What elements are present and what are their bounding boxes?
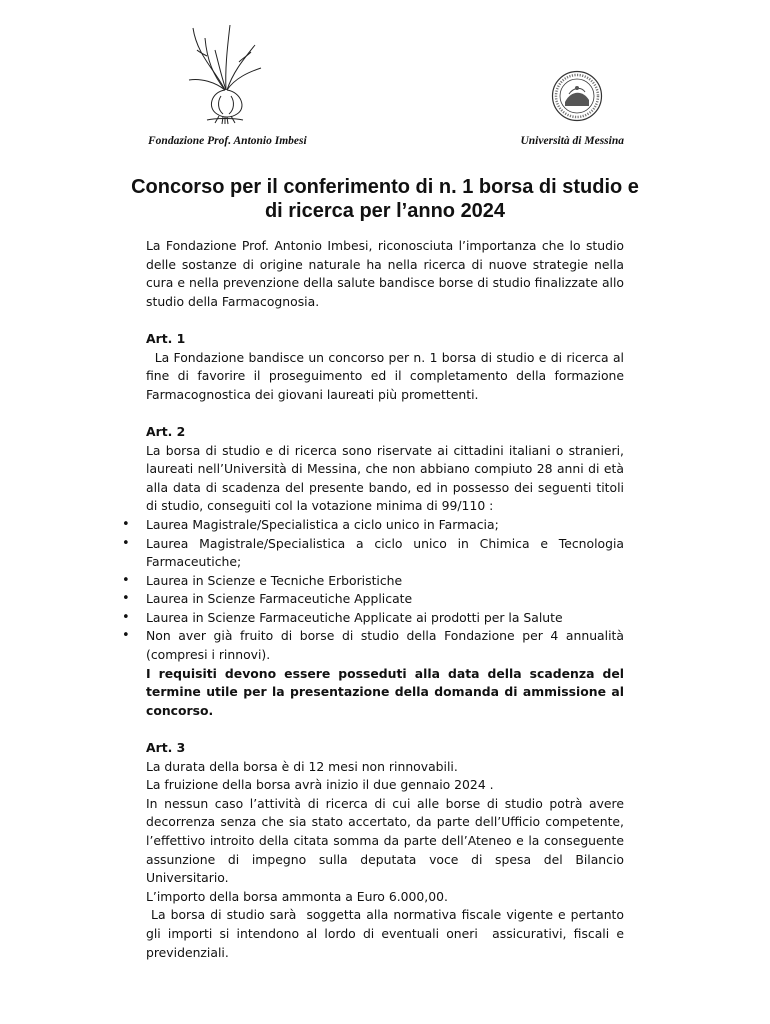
- article-3-heading: Art. 3: [146, 740, 186, 756]
- university-name: Università di Messina: [520, 135, 624, 147]
- requirements-list: [146, 516, 624, 665]
- article-1-text: La Fondazione bandisce un concorso per n. 1 borsa di studio e di ricerca al fine di favorire il proseguimento ed il completamento della formazione Farmacognostica dei giovani laureati più promettenti.: [146, 349, 628, 402]
- article-3-tax: La borsa di studio sarà soggetta alla normativa fiscale vigente e pertanto gli importi si intendono al lordo di eventuali oneri assicurativi, fiscali e previdenziali.: [146, 907, 628, 960]
- article-3-conditions: In nessun caso l’attività di ricerca di cui alle borse di studio potrà avere decorrenza senza che sia stato accertato, da parte dell’Ufficio competente, l’effettivo introito della citata somma da parte dell’Ateneo e la conseguente assunzione di impegno sulla deputata voce di spesa del Bilancio Universitario.: [146, 795, 624, 886]
- article-2-text: La borsa di studio e di ricerca sono riservate ai cittadini italiani o stranieri, laureati nell’Università di Messina, che non abbiano compiuto 28 anni di età alla data di scadenza del presente bando, ed in possesso dei seguenti titoli di studio, conseguiti col la votazione minima di 99/110 :: [146, 442, 624, 514]
- article-3-amount: L’importo della borsa ammonta a Euro 6.000,00.: [146, 888, 448, 904]
- requirements-note: I requisiti devono essere posseduti alla data della scadenza del termine utile per la presentazione della domanda di ammissione al concorso.: [146, 665, 624, 718]
- university-seal-icon: [551, 70, 603, 122]
- document-body: [146, 237, 628, 962]
- article-1-heading: Art. 1: [146, 330, 186, 346]
- onion-plant-drawing-icon: [185, 20, 265, 125]
- article-2-heading: Art. 2: [146, 423, 186, 439]
- list-item: • Laurea Magistrale/Specialistica a ciclo unico in Chimica e Tecnologia Farmaceutiche;: [146, 535, 624, 572]
- intro-paragraph: La Fondazione Prof. Antonio Imbesi, riconosciuta l’importanza che lo studio delle sostanze di origine naturale ha nella ricerca di nuove strategie nella cura e nella prevenzione della salute bandisce borse di studio finalizzate allo studio della Farmacognosia.: [146, 238, 624, 309]
- article-3-start: La fruizione della borsa avrà inizio il due gennaio 2024 .: [146, 777, 494, 793]
- list-item: • Laurea in Scienze e Tecniche Erboristiche: [146, 572, 624, 591]
- list-item: • Laurea in Scienze Farmaceutiche Applicate ai prodotti per la Salute: [146, 609, 624, 628]
- list-item: • Laurea Magistrale/Specialistica a ciclo unico in Farmacia;: [146, 516, 624, 535]
- list-item: • Laurea in Scienze Farmaceutiche Applicate: [146, 590, 624, 609]
- article-3-duration: La durata della borsa è di 12 mesi non rinnovabili.: [146, 758, 458, 774]
- page-title: Concorso per il conferimento di n. 1 borsa di studio e di ricerca per l’anno 2024: [131, 176, 639, 222]
- list-item: • Non aver già fruito di borse di studio della Fondazione per 4 annualità (compresi i rinnovi).: [146, 627, 624, 664]
- foundation-name: Fondazione Prof. Antonio Imbesi: [148, 135, 307, 147]
